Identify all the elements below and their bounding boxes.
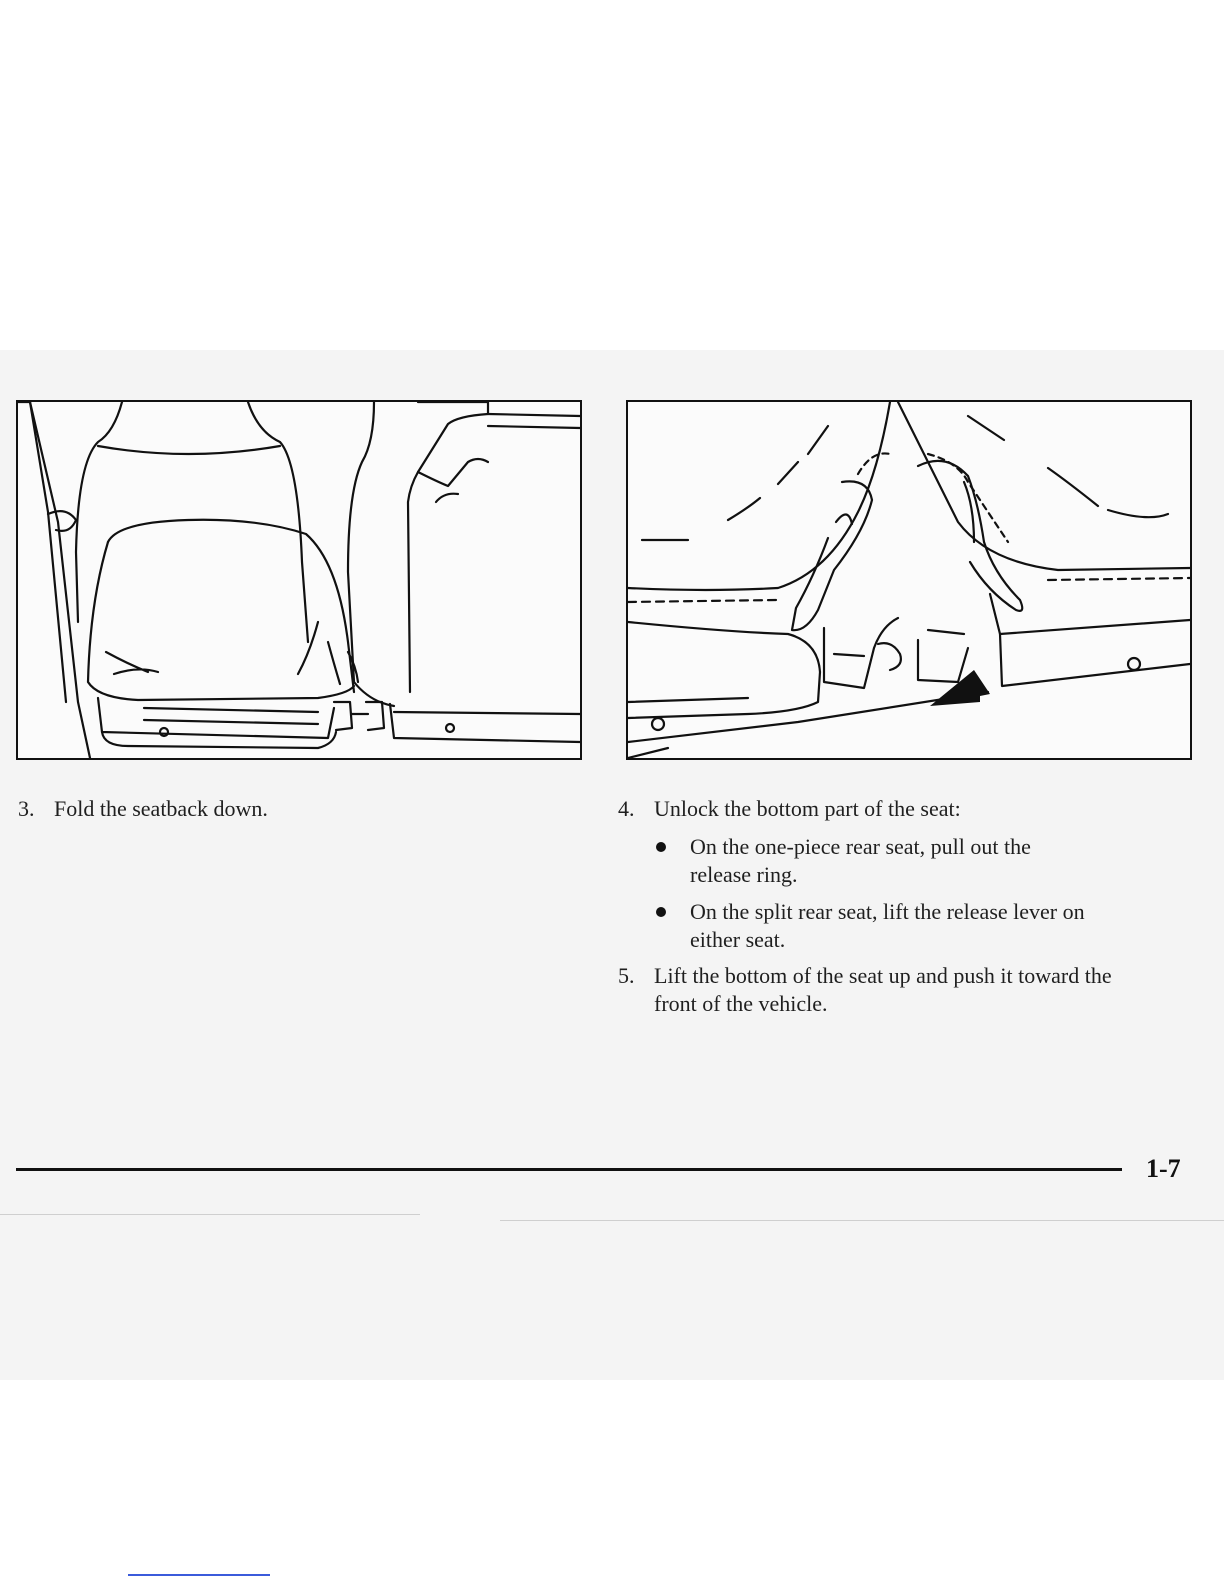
link-underline[interactable] <box>128 1574 270 1576</box>
step-5 <box>618 962 1198 1022</box>
bullet-dot <box>656 907 666 917</box>
step-text <box>654 962 1112 1018</box>
bullet-text <box>690 833 1110 889</box>
bullet-line: On the one-piece rear seat, pull out the <box>690 834 1031 859</box>
scan-artifact-line <box>0 1214 420 1215</box>
page-number: 1-7 <box>1146 1154 1181 1183</box>
scan-artifact-line <box>500 1220 1224 1221</box>
bullet-dot <box>656 842 666 852</box>
step-number: 3. <box>18 796 35 821</box>
seat-release-drawing <box>628 402 1190 758</box>
step-number: 5. <box>618 963 635 988</box>
folded-seatback-illustration <box>16 400 582 760</box>
bullet-one-piece-seat <box>656 833 1176 893</box>
step-line: Lift the bottom of the seat up and push it toward the <box>654 963 1112 988</box>
bullet-line: release ring. <box>690 862 798 887</box>
step-text: Unlock the bottom part of the seat: <box>654 796 961 821</box>
step-text: Fold the seatback down. <box>54 796 268 821</box>
bullet-line: On the split rear seat, lift the release lever on <box>690 899 1085 924</box>
bullet-line: either seat. <box>690 927 786 952</box>
step-line: front of the vehicle. <box>654 991 828 1016</box>
seat-release-lever-illustration <box>626 400 1192 760</box>
step-number: 4. <box>618 796 635 821</box>
bullet-split-seat <box>656 898 1176 958</box>
bullet-text <box>690 898 1110 954</box>
footer-rule <box>16 1168 1122 1171</box>
folded-seatback-drawing <box>18 402 580 758</box>
